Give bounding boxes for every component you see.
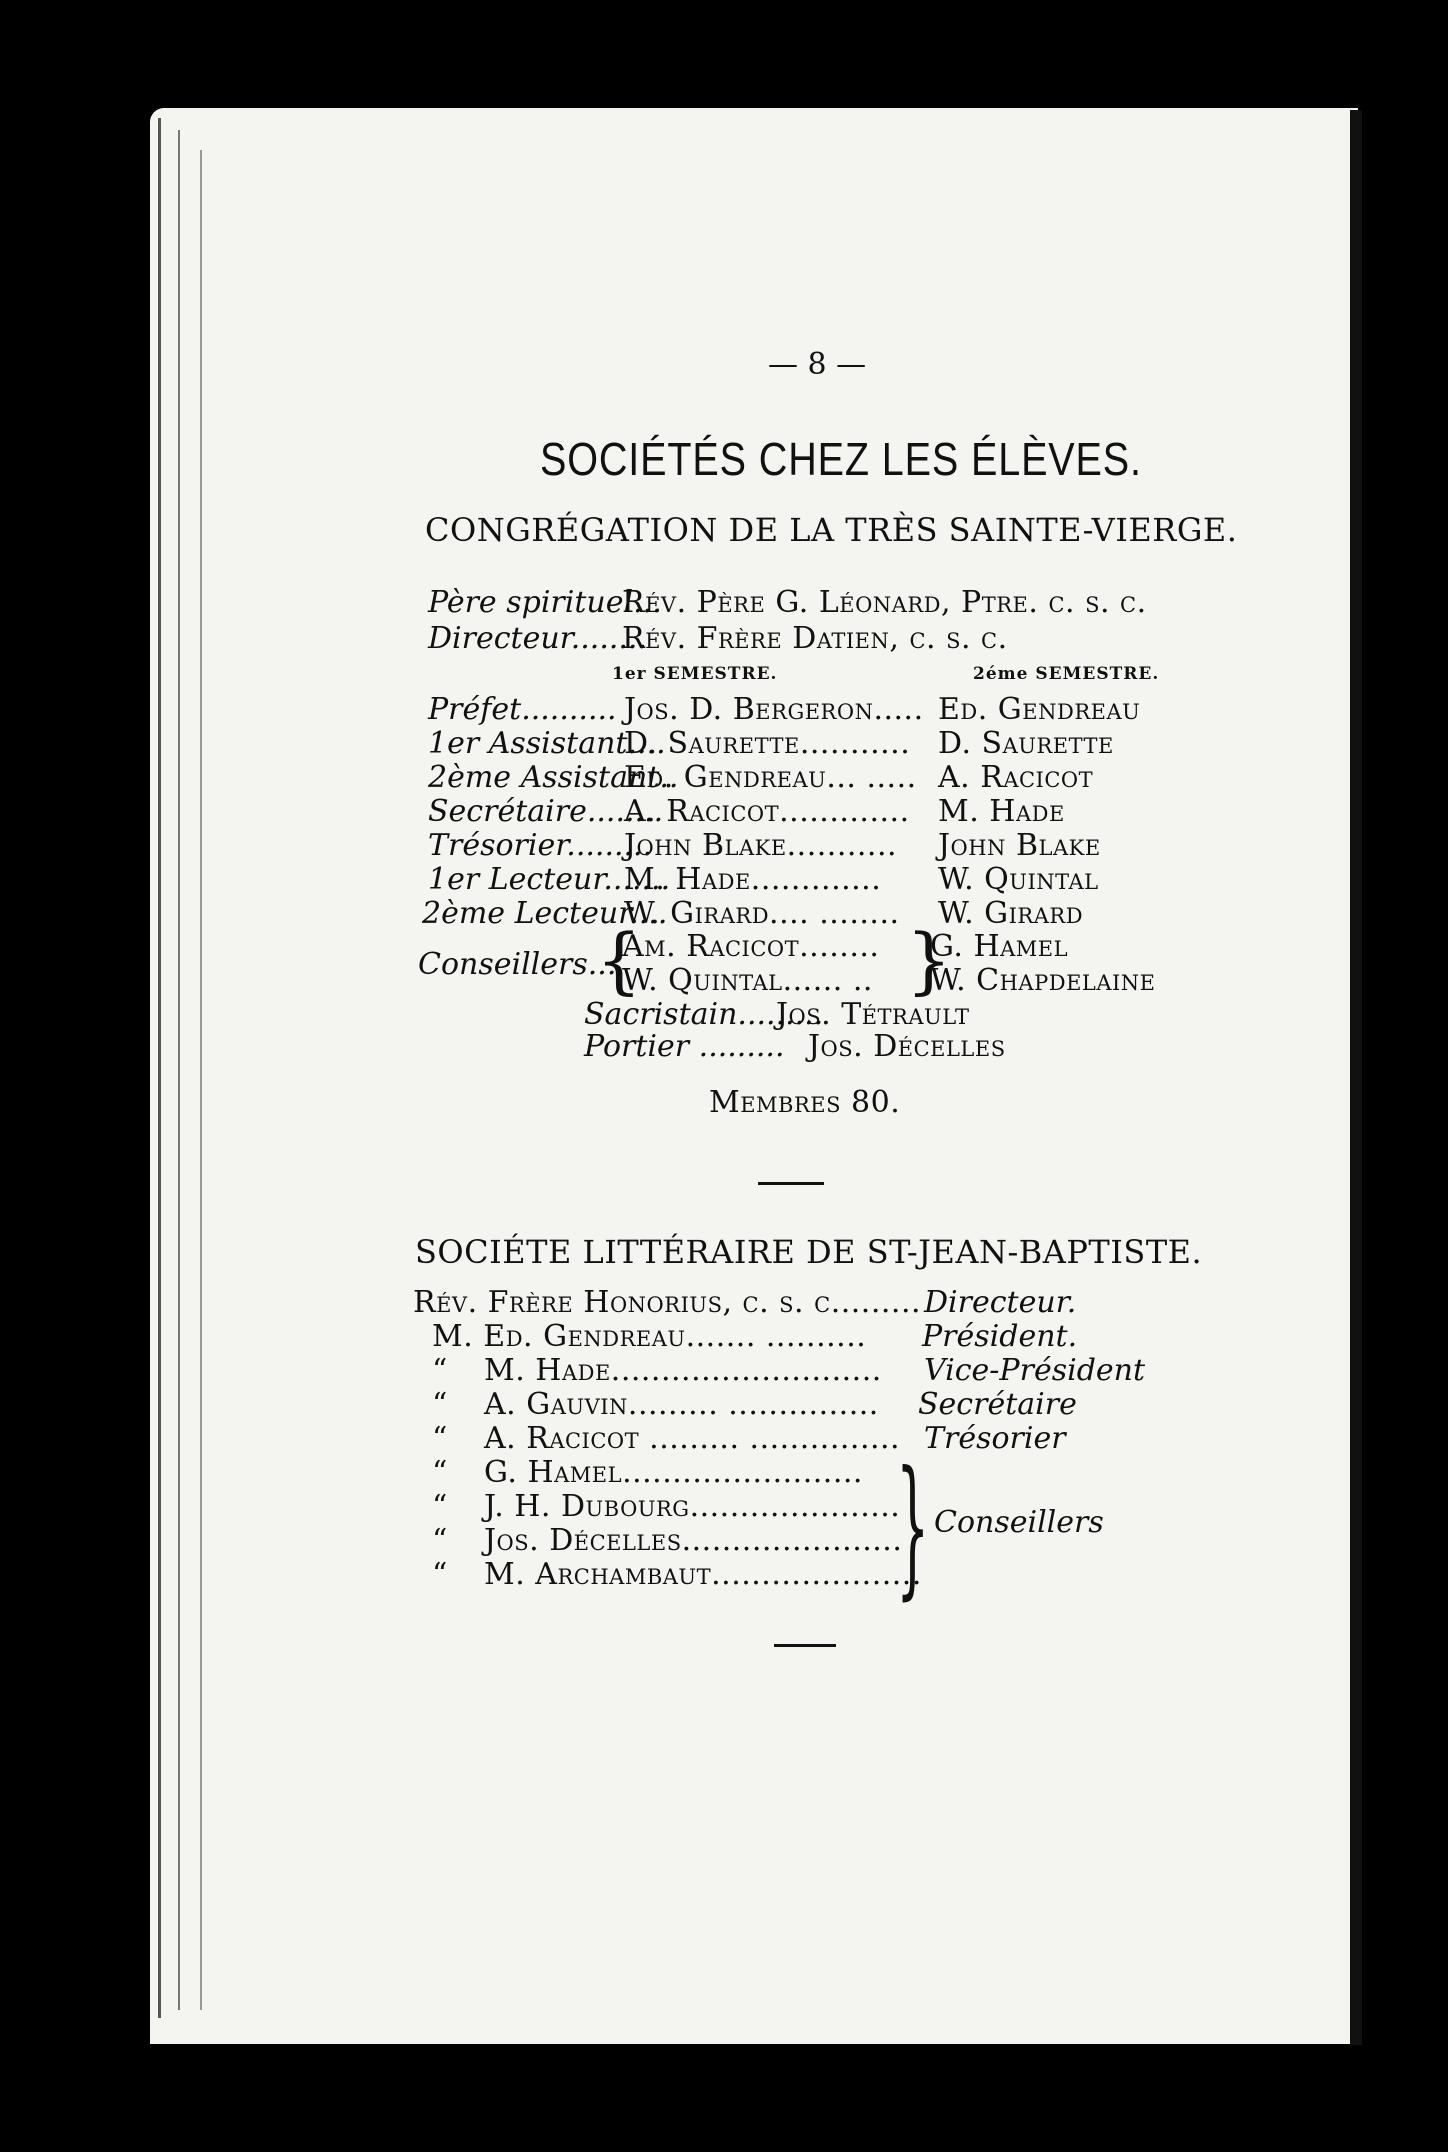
- officer-s2: A. Racicot: [938, 760, 1094, 795]
- officer-s2: D. Saurette: [938, 726, 1114, 761]
- right-brace: }: [896, 1440, 930, 1614]
- membres-count: Membres 80.: [709, 1085, 901, 1120]
- semestre-1-header: 1er SEMESTRE.: [612, 664, 778, 684]
- societe-heading: SOCIÉTE LITTÉRAIRE DE ST-JEAN-BAPTISTE.: [415, 1233, 1203, 1271]
- officer-label: 1er Lecteur.......: [428, 862, 671, 897]
- semestre-2-header: 2éme SEMESTRE.: [973, 664, 1160, 684]
- member-name: Jos. Décelles......................: [484, 1523, 903, 1558]
- officer-label: 1er Assistant....: [428, 726, 666, 761]
- page-number: — 8 —: [768, 347, 867, 382]
- member-name: A. Racicot ......... ...............: [484, 1421, 901, 1456]
- congregation-heading: CONGRÉGATION DE LA TRÈS SAINTE-VIERGE.: [425, 511, 1238, 549]
- officer-s1: D. Saurette...........: [624, 726, 911, 761]
- page-edge-fold: [178, 130, 200, 2010]
- member-role: Directeur.: [924, 1285, 1077, 1320]
- member-name: J. H. Dubourg.....................: [484, 1489, 901, 1524]
- member-role: Secrétaire: [918, 1387, 1077, 1422]
- conseillers-label: Conseillers...: [418, 947, 617, 982]
- member-name: Rév. Frère Honorius, c. s. c.........: [413, 1285, 922, 1320]
- officer-s1: Ed. Gendreau... .....: [624, 760, 917, 795]
- member-name: G. Hamel........................: [484, 1455, 863, 1490]
- ditto-mark: “: [432, 1489, 448, 1524]
- member-name: M. Hade...........................: [484, 1353, 882, 1388]
- end-ornament: [774, 1644, 836, 1647]
- officer-s1: John Blake...........: [624, 828, 898, 863]
- officer-label: 2ème Lecteur....: [422, 896, 668, 931]
- page-edge-fold: [200, 150, 222, 2010]
- ditto-mark: “: [432, 1455, 448, 1490]
- sacristain-label: Sacristain.........: [584, 997, 824, 1032]
- member-name: M. Archambaut.....................: [484, 1557, 922, 1592]
- conseiller-s1: Am. Racicot........: [622, 929, 880, 964]
- officer-s1: M. Hade.............: [624, 862, 882, 897]
- member-role: Conseillers: [934, 1505, 1104, 1540]
- member-name: M. Ed. Gendreau....... ..........: [432, 1319, 867, 1354]
- officer-s1: W. Girard.... ........: [624, 896, 900, 931]
- portier-label: Portier .........: [584, 1029, 785, 1064]
- portier-value: Jos. Décelles: [808, 1029, 1006, 1064]
- ditto-mark: “: [432, 1421, 448, 1456]
- officer-label: Préfet..........: [428, 692, 617, 727]
- conseiller-s2: W. Chapdelaine: [930, 963, 1156, 998]
- officer-label: Secrétaire........: [428, 794, 664, 829]
- officer-s1: A. Racicot.............: [624, 794, 910, 829]
- ditto-mark: “: [432, 1387, 448, 1422]
- left-brace: }: [906, 918, 952, 1002]
- ditto-mark: “: [432, 1523, 448, 1558]
- conseiller-s1: W. Quintal...... ..: [622, 963, 873, 998]
- officer-s2: Ed. Gendreau: [938, 692, 1141, 727]
- officer-s1: Jos. D. Bergeron.....: [624, 692, 924, 727]
- ditto-mark: “: [432, 1353, 448, 1388]
- member-role: Vice-Président: [924, 1353, 1146, 1388]
- member-role: Trésorier: [924, 1421, 1066, 1456]
- officer-label: Trésorier.........: [428, 828, 653, 863]
- ditto-mark: “: [432, 1557, 448, 1592]
- directeur-value: Rév. Frère Datien, c. s. c.: [622, 621, 1008, 656]
- pere-label: Père spirituel...: [428, 585, 662, 620]
- officer-s2: W. Quintal: [938, 862, 1099, 897]
- member-name: A. Gauvin......... ...............: [484, 1387, 879, 1422]
- conseiller-s2: G. Hamel: [930, 929, 1069, 964]
- sacristain-value: Jos. Tétrault: [776, 997, 970, 1032]
- officer-s2: John Blake: [938, 828, 1101, 863]
- binding-shadow: [1350, 110, 1362, 2045]
- officer-s2: W. Girard: [938, 896, 1084, 931]
- left-brace: {: [596, 918, 642, 1002]
- officer-label: 2ème Assistant..: [428, 760, 679, 795]
- scanned-page: [150, 108, 1358, 2044]
- directeur-label: Directeur........: [428, 621, 648, 656]
- pere-value: Rév. Père G. Léonard, Ptre. c. s. c.: [622, 585, 1147, 620]
- member-role: Président.: [922, 1319, 1078, 1354]
- officer-s2: M. Hade: [938, 794, 1065, 829]
- page-title: SOCIÉTÉS CHEZ LES ÉLÈVES.: [540, 433, 1142, 485]
- section-divider: [758, 1182, 824, 1185]
